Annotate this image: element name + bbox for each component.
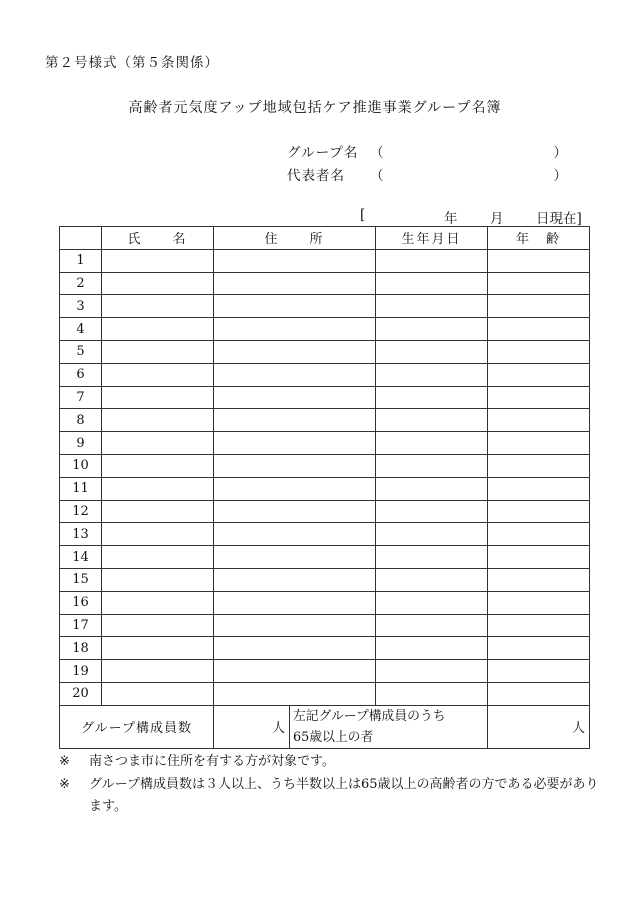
row-number: 9 xyxy=(60,432,102,455)
age-cell[interactable] xyxy=(488,614,590,637)
birthdate-cell[interactable] xyxy=(376,409,488,432)
group-name-field xyxy=(287,141,567,161)
name-cell[interactable] xyxy=(102,318,214,341)
row-number: 20 xyxy=(60,682,102,705)
name-cell[interactable] xyxy=(102,614,214,637)
age-cell[interactable] xyxy=(488,568,590,591)
row-number: 1 xyxy=(60,249,102,272)
elderly-label-line2: 65歳以上の者 xyxy=(293,729,374,745)
age-cell[interactable] xyxy=(488,546,590,569)
birthdate-cell[interactable] xyxy=(376,249,488,272)
table-row xyxy=(60,637,590,660)
name-cell[interactable] xyxy=(102,477,214,500)
name-cell[interactable] xyxy=(102,363,214,386)
member-count-label: グループ構成員数 xyxy=(60,705,214,748)
table-row xyxy=(60,477,590,500)
date-month-label: 月 xyxy=(490,211,504,227)
birthdate-cell[interactable] xyxy=(376,637,488,660)
address-cell[interactable] xyxy=(214,363,376,386)
table-row xyxy=(60,432,590,455)
note-mark: ※ xyxy=(59,777,70,792)
age-cell[interactable] xyxy=(488,272,590,295)
row-number: 6 xyxy=(60,363,102,386)
representative-label: 代表者名 xyxy=(287,168,345,184)
elderly-count-cell[interactable] xyxy=(488,705,590,748)
header-name: 氏 名 xyxy=(102,227,214,250)
address-cell[interactable] xyxy=(214,500,376,523)
name-cell[interactable] xyxy=(102,386,214,409)
name-cell[interactable] xyxy=(102,432,214,455)
row-number: 11 xyxy=(60,477,102,500)
row-number: 8 xyxy=(60,409,102,432)
birthdate-cell[interactable] xyxy=(376,432,488,455)
elderly-count-unit: 人 xyxy=(571,721,585,737)
roster-body xyxy=(60,249,590,705)
birthdate-cell[interactable] xyxy=(376,568,488,591)
table-row xyxy=(60,523,590,546)
birthdate-cell[interactable] xyxy=(376,386,488,409)
age-cell[interactable] xyxy=(488,363,590,386)
address-cell[interactable] xyxy=(214,477,376,500)
summary-row xyxy=(60,705,590,748)
table-row xyxy=(60,272,590,295)
address-cell[interactable] xyxy=(214,682,376,705)
note-text: 南さつま市に住所を有する方が対象です。 xyxy=(89,754,335,769)
header-age: 年 齢 xyxy=(488,227,590,250)
name-cell[interactable] xyxy=(102,295,214,318)
age-cell[interactable] xyxy=(488,432,590,455)
row-number: 13 xyxy=(60,523,102,546)
header-number xyxy=(60,227,102,250)
elderly-count-label xyxy=(290,705,488,748)
table-row xyxy=(60,500,590,523)
birthdate-cell[interactable] xyxy=(376,318,488,341)
table-row xyxy=(60,614,590,637)
name-cell[interactable] xyxy=(102,591,214,614)
address-cell[interactable] xyxy=(214,272,376,295)
address-cell[interactable] xyxy=(214,386,376,409)
name-cell[interactable] xyxy=(102,546,214,569)
group-name-open-paren: （ xyxy=(370,145,384,161)
header-birthdate: 生年月日 xyxy=(376,227,488,250)
as-of-date-line xyxy=(360,207,588,225)
age-cell[interactable] xyxy=(488,660,590,683)
elderly-label-line1: 左記グループ構成員のうち xyxy=(293,708,446,724)
name-cell[interactable] xyxy=(102,500,214,523)
row-number: 2 xyxy=(60,272,102,295)
birthdate-cell[interactable] xyxy=(376,591,488,614)
name-cell[interactable] xyxy=(102,682,214,705)
address-cell[interactable] xyxy=(214,546,376,569)
birthdate-cell[interactable] xyxy=(376,682,488,705)
table-row xyxy=(60,318,590,341)
name-cell[interactable] xyxy=(102,523,214,546)
table-row xyxy=(60,249,590,272)
birthdate-cell[interactable] xyxy=(376,523,488,546)
form-number: 第２号様式（第５条関係） xyxy=(45,55,219,71)
age-cell[interactable] xyxy=(488,637,590,660)
note-item xyxy=(59,751,599,773)
representative-close-paren: ） xyxy=(553,168,567,184)
note-text: グループ構成員数は３人以上、うち半数以上は65歳以上の高齢者の方である必要があります。 xyxy=(89,777,599,814)
row-number: 19 xyxy=(60,660,102,683)
age-cell[interactable] xyxy=(488,386,590,409)
age-cell[interactable] xyxy=(488,340,590,363)
member-count-cell[interactable] xyxy=(214,705,290,748)
birthdate-cell[interactable] xyxy=(376,454,488,477)
document-title: 高齢者元気度アップ地域包括ケア推進事業グループ名簿 xyxy=(128,100,502,116)
birthdate-cell[interactable] xyxy=(376,295,488,318)
age-cell[interactable] xyxy=(488,318,590,341)
representative-field xyxy=(287,164,567,184)
table-row xyxy=(60,340,590,363)
notes xyxy=(59,751,599,819)
group-name-close-paren: ） xyxy=(553,145,567,161)
address-cell[interactable] xyxy=(214,340,376,363)
table-row xyxy=(60,409,590,432)
row-number: 3 xyxy=(60,295,102,318)
address-cell[interactable] xyxy=(214,660,376,683)
row-number: 7 xyxy=(60,386,102,409)
age-cell[interactable] xyxy=(488,523,590,546)
address-cell[interactable] xyxy=(214,614,376,637)
name-cell[interactable] xyxy=(102,272,214,295)
address-cell[interactable] xyxy=(214,409,376,432)
date-open-bracket: [ xyxy=(360,207,366,223)
table-row xyxy=(60,591,590,614)
row-number: 14 xyxy=(60,546,102,569)
birthdate-cell[interactable] xyxy=(376,340,488,363)
header-address: 住 所 xyxy=(214,227,376,250)
birthdate-cell[interactable] xyxy=(376,500,488,523)
table-row xyxy=(60,386,590,409)
birthdate-cell[interactable] xyxy=(376,614,488,637)
member-roster-table xyxy=(59,226,590,749)
name-cell[interactable] xyxy=(102,637,214,660)
table-row xyxy=(60,682,590,705)
name-cell[interactable] xyxy=(102,660,214,683)
name-cell[interactable] xyxy=(102,454,214,477)
age-cell[interactable] xyxy=(488,249,590,272)
address-cell[interactable] xyxy=(214,318,376,341)
table-row xyxy=(60,660,590,683)
table-row xyxy=(60,568,590,591)
age-cell[interactable] xyxy=(488,295,590,318)
name-cell[interactable] xyxy=(102,249,214,272)
table-row xyxy=(60,546,590,569)
age-cell[interactable] xyxy=(488,591,590,614)
address-cell[interactable] xyxy=(214,295,376,318)
row-number: 4 xyxy=(60,318,102,341)
age-cell[interactable] xyxy=(488,454,590,477)
age-cell[interactable] xyxy=(488,477,590,500)
address-cell[interactable] xyxy=(214,523,376,546)
address-cell[interactable] xyxy=(214,637,376,660)
row-number: 17 xyxy=(60,614,102,637)
address-cell[interactable] xyxy=(214,568,376,591)
group-name-label: グループ名 xyxy=(287,145,359,161)
row-number: 18 xyxy=(60,637,102,660)
name-cell[interactable] xyxy=(102,409,214,432)
table-row xyxy=(60,363,590,386)
row-number: 12 xyxy=(60,500,102,523)
age-cell[interactable] xyxy=(488,409,590,432)
note-mark: ※ xyxy=(59,754,70,769)
address-cell[interactable] xyxy=(214,591,376,614)
birthdate-cell[interactable] xyxy=(376,660,488,683)
birthdate-cell[interactable] xyxy=(376,272,488,295)
name-cell[interactable] xyxy=(102,568,214,591)
representative-open-paren: （ xyxy=(370,168,384,184)
table-row xyxy=(60,454,590,477)
date-day-as-of-label: 日現在] xyxy=(536,211,582,227)
birthdate-cell[interactable] xyxy=(376,546,488,569)
age-cell[interactable] xyxy=(488,682,590,705)
address-cell[interactable] xyxy=(214,249,376,272)
member-count-unit: 人 xyxy=(271,721,285,737)
row-number: 5 xyxy=(60,340,102,363)
name-cell[interactable] xyxy=(102,340,214,363)
row-number: 16 xyxy=(60,591,102,614)
date-year-label: 年 xyxy=(444,211,458,227)
table-row xyxy=(60,295,590,318)
age-cell[interactable] xyxy=(488,500,590,523)
birthdate-cell[interactable] xyxy=(376,363,488,386)
birthdate-cell[interactable] xyxy=(376,477,488,500)
address-cell[interactable] xyxy=(214,454,376,477)
table-header-row xyxy=(60,227,590,250)
address-cell[interactable] xyxy=(214,432,376,455)
row-number: 15 xyxy=(60,568,102,591)
row-number: 10 xyxy=(60,454,102,477)
note-item xyxy=(59,774,599,818)
